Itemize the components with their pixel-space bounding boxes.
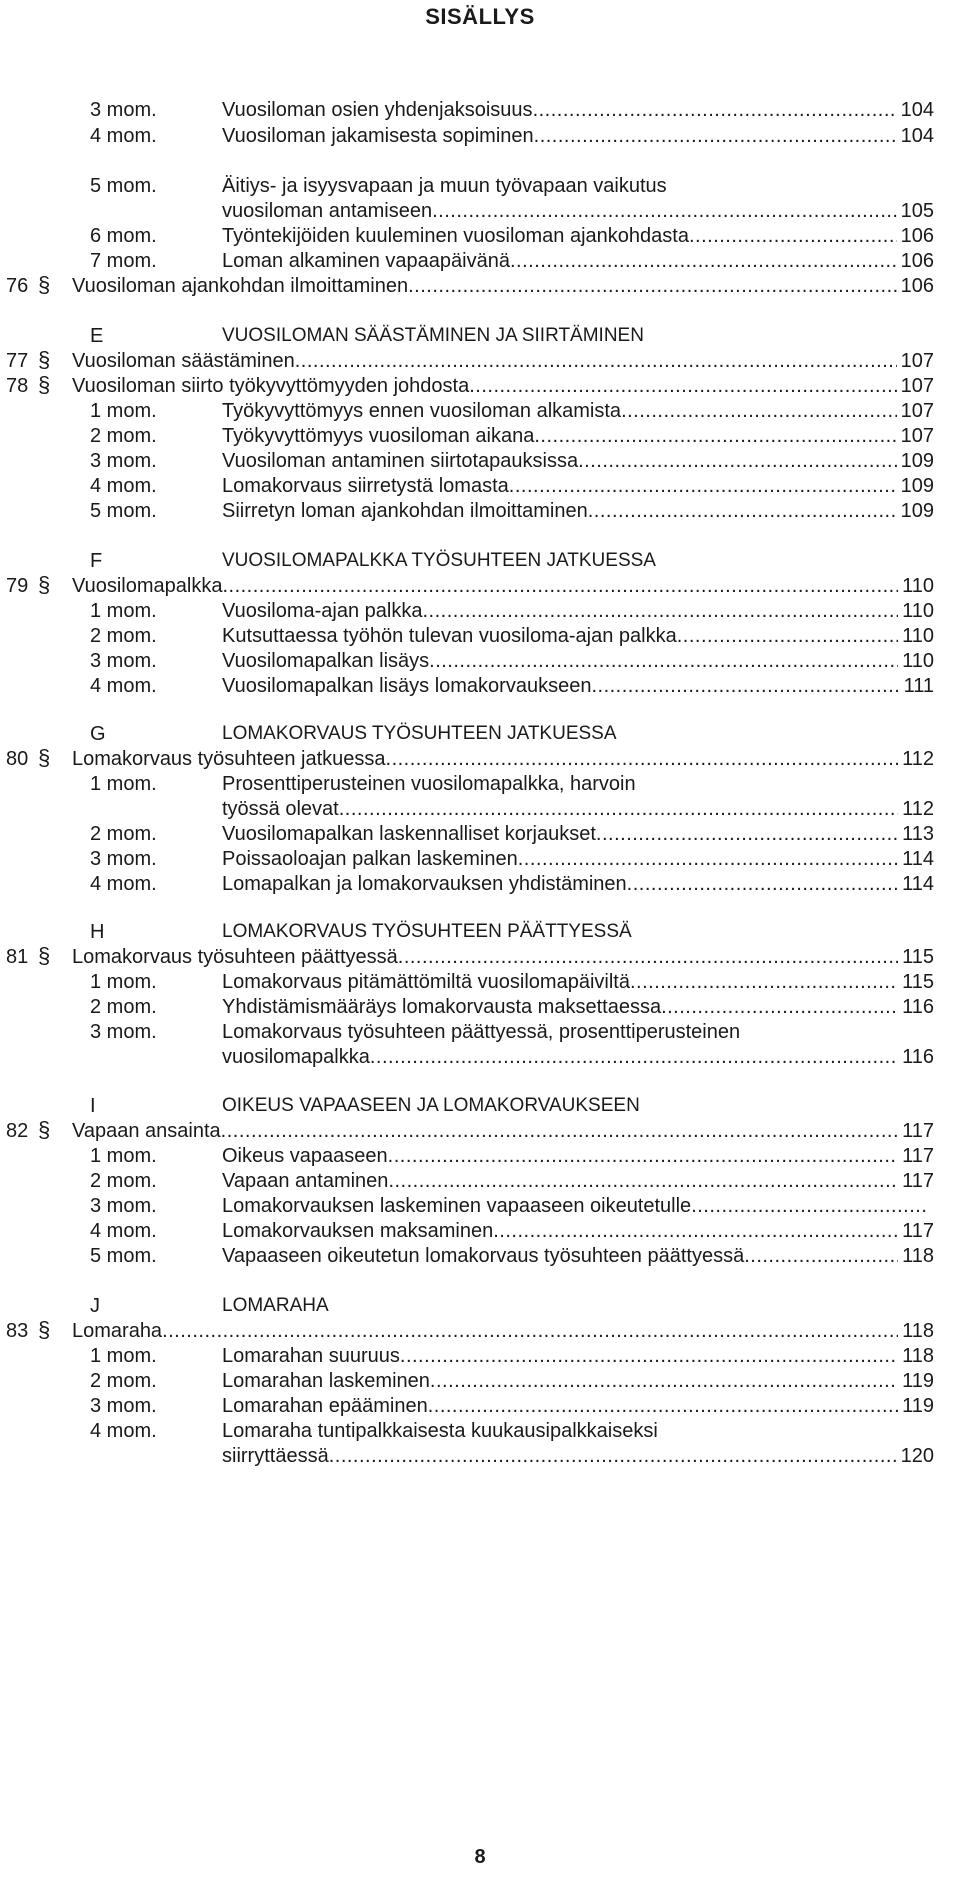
moment-label: 1 mom. bbox=[90, 1145, 157, 1167]
entry-page: 117 bbox=[902, 1120, 934, 1142]
dot-leader bbox=[386, 746, 899, 772]
dot-leader bbox=[430, 1368, 898, 1394]
entry-page: 105 bbox=[900, 200, 934, 222]
entry-title: Lomakorvaus pitämättömiltä vuosilomapäiviltä bbox=[222, 971, 630, 993]
dot-leader bbox=[588, 498, 897, 524]
toc-entry bbox=[72, 348, 934, 374]
entry-title: Vuosilomapalkan lisäys lomakorvaukseen bbox=[222, 675, 592, 697]
toc-entry bbox=[222, 1218, 934, 1244]
dot-leader bbox=[339, 796, 898, 822]
dot-leader bbox=[621, 398, 897, 424]
moment-label: 2 mom. bbox=[90, 823, 157, 845]
section-sign-icon: § bbox=[38, 943, 51, 968]
dot-leader bbox=[518, 846, 898, 872]
section-sign-icon: § bbox=[38, 1317, 51, 1342]
dot-leader bbox=[398, 944, 898, 970]
chapter-letter: I bbox=[90, 1095, 96, 1117]
dot-leader bbox=[329, 1443, 897, 1469]
dot-leader bbox=[388, 1168, 898, 1194]
toc-entry bbox=[222, 498, 934, 524]
dot-leader bbox=[222, 573, 898, 599]
entry-title: Vuosilomapalkan laskennalliset korjaukset bbox=[222, 823, 596, 845]
entry-title: Vapaan ansainta bbox=[72, 1120, 221, 1142]
entry-page: 114 bbox=[902, 873, 934, 895]
chapter-heading: LOMAKORVAUS TYÖSUHTEEN JATKUESSA bbox=[222, 723, 617, 744]
entry-title: Vapaaseen oikeutetun lomakorvaus työsuhteen päättyessä bbox=[222, 1245, 745, 1267]
moment-label: 4 mom. bbox=[90, 873, 157, 895]
toc-entry bbox=[222, 871, 934, 897]
entry-page: 109 bbox=[900, 475, 934, 497]
dot-leader bbox=[400, 1343, 898, 1369]
moment-label: 2 mom. bbox=[90, 996, 157, 1018]
toc-entry bbox=[222, 821, 934, 847]
entry-title: Vuosilomapalkka bbox=[72, 575, 223, 597]
dot-leader bbox=[221, 1118, 898, 1144]
dot-leader bbox=[422, 598, 898, 624]
dot-leader bbox=[429, 648, 898, 674]
entry-page: 104 bbox=[900, 99, 934, 121]
toc-entry bbox=[222, 198, 934, 224]
entry-page: 115 bbox=[902, 946, 934, 968]
toc-row bbox=[0, 1243, 960, 1273]
entry-page: 118 bbox=[902, 1345, 934, 1367]
toc-entry bbox=[72, 944, 934, 970]
entry-title: Lomakorvauksen laskeminen vapaaseen oikeutetulle bbox=[222, 1195, 692, 1217]
toc-entry bbox=[222, 1044, 934, 1070]
moment-label: 7 mom. bbox=[90, 250, 157, 272]
section-sign-icon: § bbox=[38, 347, 51, 372]
dot-leader bbox=[509, 473, 897, 499]
toc-entry bbox=[222, 423, 934, 449]
toc-entry bbox=[222, 648, 934, 674]
moment-label: 3 mom. bbox=[90, 1195, 157, 1217]
entry-title: Lomarahan epääminen bbox=[222, 1395, 428, 1417]
entry-title: Siirretyn loman ajankohdan ilmoittaminen bbox=[222, 500, 588, 522]
entry-page: 119 bbox=[902, 1370, 934, 1392]
dot-leader bbox=[408, 273, 897, 299]
chapter-heading: OIKEUS VAPAASEEN JA LOMAKORVAUKSEEN bbox=[222, 1095, 640, 1116]
moment-label: 3 mom. bbox=[90, 1021, 157, 1043]
dot-leader bbox=[493, 1218, 898, 1244]
chapter-letter: G bbox=[90, 723, 106, 745]
moment-label: 4 mom. bbox=[90, 1220, 157, 1242]
toc-entry bbox=[222, 398, 934, 424]
entry-page: 109 bbox=[900, 500, 934, 522]
entry-title: vuosiloman antamiseen bbox=[222, 200, 433, 222]
moment-label: 5 mom. bbox=[90, 175, 157, 197]
toc-entry bbox=[72, 373, 934, 399]
moment-label: 2 mom. bbox=[90, 425, 157, 447]
toc-entry bbox=[72, 273, 934, 299]
entry-title: Lomapalkan ja lomakorvauksen yhdistäminen bbox=[222, 873, 627, 895]
entry-page: 113 bbox=[902, 823, 934, 845]
section-sign-icon: § bbox=[38, 745, 51, 770]
entry-title: Lomakorvaus työsuhteen jatkuessa bbox=[72, 748, 386, 770]
toc-entry bbox=[222, 1243, 934, 1269]
entry-title: Lomarahan laskeminen bbox=[222, 1370, 430, 1392]
entry-title: Lomarahan suuruus bbox=[222, 1345, 400, 1367]
entry-page: 117 bbox=[902, 1145, 934, 1167]
toc-entry bbox=[222, 796, 934, 822]
section-sign-icon: § bbox=[38, 272, 51, 297]
entry-title: Vuosiloman jakamisesta sopiminen bbox=[222, 125, 534, 147]
entry-page: 120 bbox=[900, 1445, 934, 1467]
entry-title: Vuosiloma-ajan palkka bbox=[222, 600, 423, 622]
entry-page: 119 bbox=[902, 1395, 934, 1417]
moment-label: 1 mom. bbox=[90, 400, 157, 422]
toc-entry bbox=[222, 846, 934, 872]
section-sign-icon: § bbox=[38, 572, 51, 597]
moment-label: 1 mom. bbox=[90, 600, 157, 622]
toc-entry bbox=[222, 969, 934, 995]
moment-label: 5 mom. bbox=[90, 1245, 157, 1267]
dot-leader bbox=[428, 1393, 898, 1419]
entry-title: Kutsuttaessa työhön tulevan vuosiloma-ajan palkka bbox=[222, 625, 677, 647]
toc-entry bbox=[222, 598, 934, 624]
entry-page: 110 bbox=[902, 650, 934, 672]
dot-leader bbox=[534, 423, 896, 449]
entry-page: 106 bbox=[900, 275, 934, 297]
dot-leader bbox=[534, 123, 897, 149]
entry-page: 106 bbox=[900, 225, 934, 247]
moment-label: 6 mom. bbox=[90, 225, 157, 247]
chapter-letter: J bbox=[90, 1295, 100, 1317]
entry-title: Vuosiloman ajankohdan ilmoittaminen bbox=[72, 275, 409, 297]
dot-leader bbox=[627, 871, 898, 897]
chapter-letter: H bbox=[90, 921, 105, 943]
dot-leader bbox=[661, 994, 898, 1020]
entry-title: Vuosilomapalkan lisäys bbox=[222, 650, 430, 672]
moment-label: 4 mom. bbox=[90, 125, 157, 147]
dot-leader bbox=[162, 1318, 898, 1344]
dot-leader bbox=[691, 1193, 928, 1219]
toc-row bbox=[0, 871, 960, 901]
section-number: 78 bbox=[6, 375, 29, 397]
toc-entry bbox=[72, 1118, 934, 1144]
dot-leader bbox=[591, 673, 899, 699]
section-number: 80 bbox=[6, 748, 29, 770]
toc-row bbox=[0, 273, 960, 303]
entry-title: Lomakorvaus siirretystä lomasta bbox=[222, 475, 509, 497]
moment-label: 1 mom. bbox=[90, 971, 157, 993]
entry-page: 115 bbox=[902, 971, 934, 993]
dot-leader bbox=[388, 1143, 898, 1169]
entry-title: Poissaoloajan palkan laskeminen bbox=[222, 848, 518, 870]
entry-title: Vuosiloman säästäminen bbox=[72, 350, 295, 372]
entry-title: Yhdistämismääräys lomakorvausta maksettaessa bbox=[222, 996, 662, 1018]
moment-label: 3 mom. bbox=[90, 848, 157, 870]
entry-page: 116 bbox=[902, 996, 934, 1018]
moment-label: 1 mom. bbox=[90, 773, 157, 795]
toc-row bbox=[0, 1044, 960, 1074]
toc-entry bbox=[72, 573, 934, 599]
toc-entry bbox=[222, 994, 934, 1020]
entry-page: 111 bbox=[903, 675, 934, 697]
dot-leader bbox=[295, 348, 897, 374]
entry-page: 109 bbox=[900, 450, 934, 472]
chapter-heading: VUOSILOMAN SÄÄSTÄMINEN JA SIIRTÄMINEN bbox=[222, 325, 644, 346]
entry-page: 106 bbox=[900, 250, 934, 272]
moment-label: 3 mom. bbox=[90, 99, 157, 121]
toc-entry bbox=[222, 673, 934, 699]
entry-page: 118 bbox=[902, 1245, 934, 1267]
entry-page: 110 bbox=[902, 625, 934, 647]
entry-page: 112 bbox=[902, 748, 934, 770]
moment-label: 4 mom. bbox=[90, 1420, 157, 1442]
toc-entry bbox=[222, 97, 934, 123]
toc-entry bbox=[222, 1443, 934, 1469]
toc-entry bbox=[222, 623, 934, 649]
entry-page: 107 bbox=[900, 400, 934, 422]
entry-page: 107 bbox=[900, 375, 934, 397]
entry-title: työssä olevat bbox=[222, 798, 339, 820]
toc-entry bbox=[222, 223, 934, 249]
entry-page: 107 bbox=[900, 350, 934, 372]
dot-leader bbox=[533, 97, 897, 123]
toc-entry bbox=[222, 1343, 934, 1369]
entry-title: Työkyvyttömyys ennen vuosiloman alkamista bbox=[222, 400, 622, 422]
toc-entry bbox=[222, 123, 934, 149]
section-number: 79 bbox=[6, 575, 29, 597]
toc-entry bbox=[222, 1193, 932, 1219]
dot-leader bbox=[744, 1243, 898, 1269]
entry-title: Vapaan antaminen bbox=[222, 1170, 389, 1192]
moment-label: 4 mom. bbox=[90, 475, 157, 497]
entry-page: 117 bbox=[902, 1220, 934, 1242]
section-number: 81 bbox=[6, 946, 29, 968]
toc-entry bbox=[222, 473, 934, 499]
toc-row bbox=[0, 123, 960, 153]
moment-label: 3 mom. bbox=[90, 450, 157, 472]
entry-title: Äitiys- ja isyysvapaan ja muun työvapaan vaikutus bbox=[222, 175, 667, 197]
dot-leader bbox=[596, 821, 898, 847]
dot-leader bbox=[370, 1044, 898, 1070]
entry-page: 112 bbox=[902, 798, 934, 820]
entry-page: 118 bbox=[902, 1320, 934, 1342]
chapter-letter: E bbox=[90, 325, 104, 347]
entry-title: Vuosiloman antaminen siirtotapauksissa bbox=[222, 450, 579, 472]
entry-title: Lomakorvaus työsuhteen päättyessä, prosenttiperusteinen bbox=[222, 1021, 741, 1043]
toc-entry bbox=[222, 1168, 934, 1194]
toc-entry bbox=[222, 448, 934, 474]
moment-label: 1 mom. bbox=[90, 1345, 157, 1367]
chapter-heading: LOMAKORVAUS TYÖSUHTEEN PÄÄTTYESSÄ bbox=[222, 921, 632, 942]
entry-title: Työntekijöiden kuuleminen vuosiloman ajankohdasta bbox=[222, 225, 689, 247]
entry-page: 117 bbox=[902, 1170, 934, 1192]
toc-row bbox=[0, 673, 960, 703]
entry-title: vuosilomapalkka bbox=[222, 1046, 370, 1068]
entry-page: 110 bbox=[902, 600, 934, 622]
toc-entry bbox=[222, 1393, 934, 1419]
entry-title: Vuosiloman siirto työkyvyttömyyden johdosta bbox=[72, 375, 470, 397]
toc-entry bbox=[222, 1368, 934, 1394]
entry-title: Lomakorvauksen maksaminen bbox=[222, 1220, 494, 1242]
moment-label: 3 mom. bbox=[90, 1395, 157, 1417]
page-number: 8 bbox=[474, 1846, 486, 1868]
toc-row bbox=[0, 498, 960, 528]
moment-label: 2 mom. bbox=[90, 1170, 157, 1192]
entry-title: siirryttäessä bbox=[222, 1445, 329, 1467]
section-sign-icon: § bbox=[38, 372, 51, 397]
section-number: 82 bbox=[6, 1120, 29, 1142]
entry-title: Loman alkaminen vapaapäivänä bbox=[222, 250, 510, 272]
dot-leader bbox=[469, 373, 896, 399]
toc-entry bbox=[72, 746, 934, 772]
moment-label: 2 mom. bbox=[90, 625, 157, 647]
moment-label: 4 mom. bbox=[90, 675, 157, 697]
moment-label: 5 mom. bbox=[90, 500, 157, 522]
entry-title: Lomaraha bbox=[72, 1320, 163, 1342]
section-number: 83 bbox=[6, 1320, 29, 1342]
entry-page: 116 bbox=[902, 1046, 934, 1068]
toc-row bbox=[0, 1443, 960, 1473]
page-title: SISÄLLYS bbox=[425, 4, 535, 29]
section-sign-icon: § bbox=[38, 1117, 51, 1142]
entry-title: Vuosiloman osien yhdenjaksoisuus bbox=[222, 99, 533, 121]
dot-leader bbox=[510, 248, 897, 274]
entry-title: Lomaraha tuntipalkkaisesta kuukausipalkkaiseksi bbox=[222, 1420, 658, 1442]
entry-title: Oikeus vapaaseen bbox=[222, 1145, 388, 1167]
dot-leader bbox=[689, 223, 897, 249]
section-number: 77 bbox=[6, 350, 29, 372]
entry-title: Työkyvyttömyys vuosiloman aikana bbox=[222, 425, 535, 447]
chapter-heading: LOMARAHA bbox=[222, 1295, 329, 1316]
entry-title: Prosenttiperusteinen vuosilomapalkka, harvoin bbox=[222, 773, 636, 795]
toc-entry bbox=[222, 1143, 934, 1169]
dot-leader bbox=[432, 198, 897, 224]
entry-page: 114 bbox=[902, 848, 934, 870]
entry-page: 104 bbox=[900, 125, 934, 147]
moment-label: 3 mom. bbox=[90, 650, 157, 672]
dot-leader bbox=[630, 969, 898, 995]
chapter-heading: VUOSILOMAPALKKA TYÖSUHTEEN JATKUESSA bbox=[222, 550, 656, 571]
entry-title: Lomakorvaus työsuhteen päättyessä bbox=[72, 946, 398, 968]
dot-leader bbox=[677, 623, 898, 649]
section-number: 76 bbox=[6, 275, 29, 297]
toc-entry bbox=[222, 248, 934, 274]
entry-page: 107 bbox=[900, 425, 934, 447]
moment-label: 2 mom. bbox=[90, 1370, 157, 1392]
chapter-letter: F bbox=[90, 550, 103, 572]
entry-page: 110 bbox=[902, 575, 934, 597]
dot-leader bbox=[578, 448, 897, 474]
toc-entry bbox=[72, 1318, 934, 1344]
